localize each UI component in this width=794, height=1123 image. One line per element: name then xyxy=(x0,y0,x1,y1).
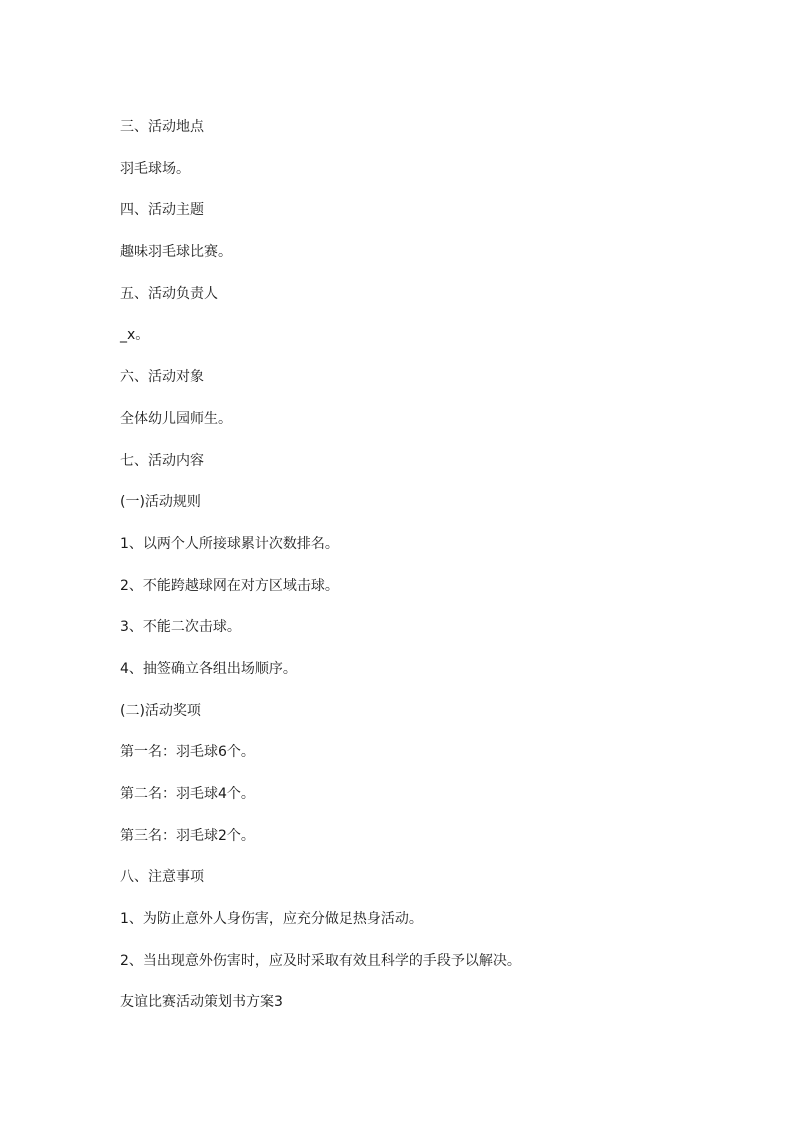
subsection-heading-rules: (一)活动规则 xyxy=(120,494,201,511)
award-first: 第一名：羽毛球6个。 xyxy=(120,744,255,761)
award-third: 第三名：羽毛球2个。 xyxy=(120,827,255,844)
rule-item-4: 4、抽签确立各组出场顺序。 xyxy=(120,660,297,677)
note-item-1: 1、为防止意外人身伤害，应充分做足热身活动。 xyxy=(120,911,423,928)
rule-item-3: 3、不能二次击球。 xyxy=(120,619,241,636)
section-heading-location: 三、活动地点 xyxy=(120,119,204,135)
paragraph-leader: _x。 xyxy=(120,327,150,344)
document-title-next: 友谊比赛活动策划书方案3 xyxy=(120,994,283,1011)
note-item-2: 2、当出现意外伤害时，应及时采取有效且科学的手段予以解决。 xyxy=(120,952,521,969)
paragraph-location: 羽毛球场。 xyxy=(120,160,190,177)
award-second: 第二名：羽毛球4个。 xyxy=(120,786,255,802)
section-heading-content: 七、活动内容 xyxy=(120,452,204,469)
subsection-heading-awards: (二)活动奖项 xyxy=(120,702,201,719)
section-heading-theme: 四、活动主题 xyxy=(120,202,204,219)
rule-item-1: 1、以两个人所接球累计次数排名。 xyxy=(120,535,339,552)
document-body xyxy=(120,117,680,1034)
paragraph-audience: 全体幼儿园师生。 xyxy=(120,410,232,427)
rule-item-2: 2、不能跨越球网在对方区域击球。 xyxy=(120,577,339,594)
section-heading-leader: 五、活动负责人 xyxy=(120,285,218,302)
section-heading-audience: 六、活动对象 xyxy=(120,369,204,386)
section-heading-notes: 八、注意事项 xyxy=(120,869,204,886)
paragraph-theme: 趣味羽毛球比赛。 xyxy=(120,244,232,261)
